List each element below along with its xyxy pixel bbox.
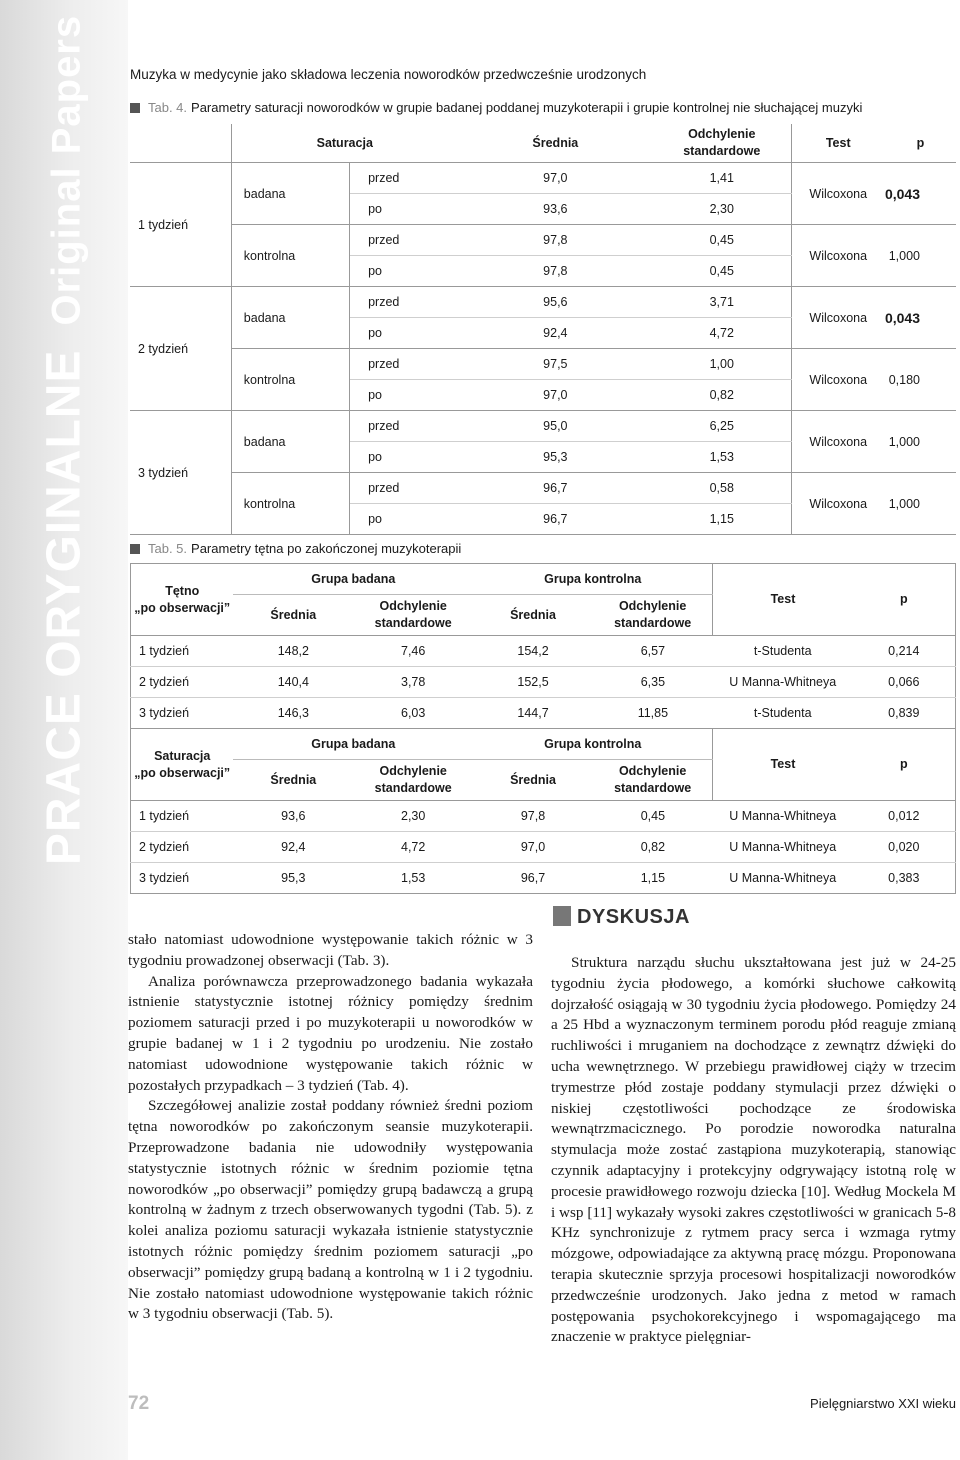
table5-row (131, 832, 956, 863)
group-b-sd: 6,35 (593, 667, 713, 698)
p-value: 1,000 (885, 411, 956, 473)
caption-square-icon (130, 103, 140, 113)
group-a-sd: 7,46 (353, 636, 473, 667)
group-a-sd: 4,72 (353, 832, 473, 863)
test-name: Wilcoxona (791, 163, 885, 225)
heading-square-icon (553, 906, 571, 926)
group-label: badana (231, 411, 349, 473)
srednia-header: Średnia (473, 760, 593, 801)
when-label: przed (350, 163, 458, 194)
section-title-line1: Saturacja (154, 748, 211, 763)
week-label: 1 tydzień (131, 636, 234, 667)
header-srednia: Średnia (458, 124, 653, 163)
sd-value: 1,41 (653, 163, 791, 194)
mean-value: 97,8 (458, 225, 653, 256)
p-value: 0,839 (853, 698, 956, 729)
group-a-mean: 93,6 (233, 801, 353, 832)
table4-caption (130, 100, 862, 115)
section-label (37, 15, 92, 865)
mean-value: 96,7 (458, 504, 653, 535)
left-paragraph-2: Analiza porównawcza przeprowadzonego badania wykazała istnienie statystycznie istotnej różnicy pomiędzy średnim poziomem saturacji przed i po muzykoterapii u noworodków w grupie badanej w 1 i 2 tygodniu po urodzeniu. Nie zostało natomiast udowodnione występowanie takich różnic w pozostałych przypadkach – 3 tydzień (Tab. 4). (128, 972, 533, 1094)
mean-value: 92,4 (458, 318, 653, 349)
p-value: 0,043 (885, 163, 956, 225)
section-title-line2: „po obserwacji” (134, 600, 231, 615)
right-paragraph: Struktura narządu słuchu ukształtowana jest już w 24-25 tygodniu życia płodowego, a komórki słuchowe całkowitą dojrzałość osiągają w 30 tygodniu życia płodowego. Pomiędzy 24 a 25 Hbd a wyznaczonym terminem porodu płód reaguje zmianą ruchliwości i mruganiem na dochodzące z zewnątrz dźwięki do ucha wewnętrznego. W przebiegu prawidłowej ciąży w trzecim trymestrze płód zostaje poddany stymulacji przez dźwięki o niskiej częstotliwości pochodzące ze środowiska wewnątrzmacicznego. Po porodzie noworodka naturalna stymulacja może zostać zastąpiona muzykoterapią, stanowiąc czynnik adaptacyjny i protekcyjny odgrywający istotną rolę w procesie prawidłowego rozwoju dziecka [10]. Według Mockela M i wsp [11] wykazały wysoki zakres częstotliwości w granicach 5-8 KHz synchronizuje z rytmem pracy serca i wzmaga rytmy mózgowe, odpowiadające za aktywną pracę mózgu. Proponowana terapia skutecznie sprzyja procesowi hospitalizacji noworodków przedwcześnie urodzonych. Jako jedna z metod w ramach postępowania psychokorekcyjnego i wspomagającego ma znaczenie w praktyce pielęgniar- (551, 954, 956, 1346)
mean-value: 97,0 (458, 380, 653, 411)
table4-row (130, 411, 956, 442)
sd-value: 0,45 (653, 225, 791, 256)
when-label: po (350, 380, 458, 411)
p-value: 1,000 (885, 225, 956, 287)
week-label: 3 tydzień (130, 411, 231, 535)
header-test: Test (791, 124, 885, 163)
test-header: Test (713, 729, 853, 801)
sd-value: 1,15 (653, 504, 791, 535)
group-a-header: Grupa badana (233, 729, 473, 760)
table5-row (131, 636, 956, 667)
discussion-heading: DYSKUSJA (553, 906, 690, 929)
group-b-mean: 96,7 (473, 863, 593, 894)
sd-value: 0,45 (653, 256, 791, 287)
group-b-sd: 11,85 (593, 698, 713, 729)
group-a-sd: 2,30 (353, 801, 473, 832)
section-title-line1: Tętno (165, 583, 200, 598)
section-title (131, 564, 234, 636)
table4-row (130, 473, 956, 504)
p-value: 0,214 (853, 636, 956, 667)
table5-number: Tab. 5. (148, 541, 188, 556)
group-label: kontrolna (231, 225, 349, 287)
group-b-mean: 152,5 (473, 667, 593, 698)
left-paragraph-1: stało natomiast udowodnione występowanie takich różnic w 3 tygodniu prowadzonej obserwacji (Tab. 3). (128, 931, 533, 969)
p-value: 1,000 (885, 473, 956, 535)
section-label-sub: Original Papers (44, 14, 89, 326)
p-header: p (853, 564, 956, 636)
sd-value: 1,53 (653, 442, 791, 473)
when-label: po (350, 442, 458, 473)
test-name: U Manna-Whitneya (713, 801, 853, 832)
p-header: p (853, 729, 956, 801)
sd-value: 4,72 (653, 318, 791, 349)
test-name: Wilcoxona (791, 349, 885, 411)
left-paragraph-3: Szczegółowej analizie został poddany również średni poziom tętna noworodków po zakończonym seansie muzykoterapii. Przeprowadzone badania nie udowodniły występowania statystycznie istotnych różnic w średnim poziomie tętna noworodków „po obserwacji” pomiędzy grupą badawczą a grupą kontrolną w żadnym z trzech obserwowanych tygodni (Tab. 5). z kolei analiza poziomu saturacji wykazała istnienie statystycznie istotnych różnic pomiędzy średnim poziomem saturacji „po obserwacji” pomiędzy grupą badaną a kontrolną w 1 i 2 tygodniu. Nie zostało natomiast udowodnione występowanie takich różnic w 3 tygodniu obserwacji (Tab. 5). (128, 1097, 533, 1323)
sd-value: 0,82 (653, 380, 791, 411)
table4-row (130, 349, 956, 380)
sd-value: 2,30 (653, 194, 791, 225)
sd-value: 6,25 (653, 411, 791, 442)
group-label: kontrolna (231, 349, 349, 411)
p-value: 0,066 (853, 667, 956, 698)
week-label: 1 tydzień (130, 163, 231, 287)
table5-row (131, 863, 956, 894)
table4-header-row (130, 124, 956, 163)
sidebar (0, 0, 128, 1460)
group-b-mean: 144,7 (473, 698, 593, 729)
mean-value: 95,6 (458, 287, 653, 318)
header-p: p (885, 124, 956, 163)
when-label: przed (350, 411, 458, 442)
group-label: badana (231, 287, 349, 349)
test-name: U Manna-Whitneya (713, 832, 853, 863)
section-title-line2: „po obserwacji” (134, 765, 231, 780)
when-label: przed (350, 349, 458, 380)
table5-caption-text: Parametry tętna po zakończonej muzykoterapii (191, 541, 462, 556)
mean-value: 96,7 (458, 473, 653, 504)
table4-caption-text: Parametry saturacji noworodków w grupie badanej poddanej muzykoterapii i grupie kontrolnej nie słuchającej muzyki (191, 100, 863, 115)
p-value: 0,043 (885, 287, 956, 349)
group-a-sd: 1,53 (353, 863, 473, 894)
week-label: 2 tydzień (131, 832, 234, 863)
week-label: 3 tydzień (131, 698, 234, 729)
table5 (130, 563, 956, 894)
mean-value: 93,6 (458, 194, 653, 225)
test-name: Wilcoxona (791, 287, 885, 349)
when-label: po (350, 504, 458, 535)
header-odchylenie: Odchylenie standardowe (653, 124, 791, 163)
week-label: 2 tydzień (131, 667, 234, 698)
sd-value: 0,58 (653, 473, 791, 504)
test-name: U Manna-Whitneya (713, 667, 853, 698)
mean-value: 97,5 (458, 349, 653, 380)
sd-value: 1,00 (653, 349, 791, 380)
right-column (551, 953, 956, 1348)
group-b-sd: 0,45 (593, 801, 713, 832)
p-value: 0,020 (853, 832, 956, 863)
week-label: 2 tydzień (130, 287, 231, 411)
mean-value: 95,3 (458, 442, 653, 473)
group-label: kontrolna (231, 473, 349, 535)
test-name: Wilcoxona (791, 473, 885, 535)
srednia-header: Średnia (473, 595, 593, 636)
group-b-mean: 97,8 (473, 801, 593, 832)
group-a-sd: 3,78 (353, 667, 473, 698)
when-label: po (350, 256, 458, 287)
group-b-mean: 97,0 (473, 832, 593, 863)
group-a-sd: 6,03 (353, 698, 473, 729)
srednia-header: Średnia (233, 760, 353, 801)
group-a-mean: 95,3 (233, 863, 353, 894)
when-label: przed (350, 225, 458, 256)
group-b-sd: 0,82 (593, 832, 713, 863)
odchylenie-header: Odchylenie standardowe (353, 595, 473, 636)
p-value: 0,012 (853, 801, 956, 832)
group-b-header: Grupa kontrolna (473, 564, 713, 595)
srednia-header: Średnia (233, 595, 353, 636)
when-label: przed (350, 287, 458, 318)
when-label: po (350, 318, 458, 349)
caption-square-icon (130, 544, 140, 554)
section-title (131, 729, 234, 801)
when-label: przed (350, 473, 458, 504)
odchylenie-header: Odchylenie standardowe (593, 760, 713, 801)
group-a-mean: 146,3 (233, 698, 353, 729)
group-a-mean: 148,2 (233, 636, 353, 667)
journal-name: Pielęgniarstwo XXI wieku (810, 1396, 956, 1411)
table4 (130, 124, 956, 535)
table4-row (130, 163, 956, 194)
section-label-main: PRACE ORYGINALNE (37, 349, 91, 866)
group-b-sd: 1,15 (593, 863, 713, 894)
mean-value: 97,8 (458, 256, 653, 287)
mean-value: 97,0 (458, 163, 653, 194)
when-label: po (350, 194, 458, 225)
p-value: 0,383 (853, 863, 956, 894)
page-number: 72 (128, 1393, 150, 1414)
table5-row (131, 698, 956, 729)
table5-row (131, 801, 956, 832)
table4-number: Tab. 4. (148, 100, 188, 115)
group-b-mean: 154,2 (473, 636, 593, 667)
sd-value: 3,71 (653, 287, 791, 318)
mean-value: 95,0 (458, 411, 653, 442)
group-label: badana (231, 163, 349, 225)
test-name: t-Studenta (713, 636, 853, 667)
group-a-header: Grupa badana (233, 564, 473, 595)
table4-row (130, 225, 956, 256)
group-a-mean: 92,4 (233, 832, 353, 863)
group-a-mean: 140,4 (233, 667, 353, 698)
table5-group-header-row (131, 729, 956, 760)
odchylenie-header: Odchylenie standardowe (353, 760, 473, 801)
table5-caption (130, 541, 461, 556)
odchylenie-header: Odchylenie standardowe (593, 595, 713, 636)
table4-row (130, 287, 956, 318)
header-saturacja: Saturacja (231, 124, 457, 163)
test-name: t-Studenta (713, 698, 853, 729)
test-name: Wilcoxona (791, 225, 885, 287)
p-value: 0,180 (885, 349, 956, 411)
left-column (128, 930, 533, 1325)
test-name: U Manna-Whitneya (713, 863, 853, 894)
test-name: Wilcoxona (791, 411, 885, 473)
week-label: 3 tydzień (131, 863, 234, 894)
running-header: Muzyka w medycynie jako składowa leczenia noworodków przedwcześnie urodzonych (130, 67, 647, 82)
table5-group-header-row (131, 564, 956, 595)
group-b-header: Grupa kontrolna (473, 729, 713, 760)
group-b-sd: 6,57 (593, 636, 713, 667)
week-label: 1 tydzień (131, 801, 234, 832)
test-header: Test (713, 564, 853, 636)
table5-row (131, 667, 956, 698)
